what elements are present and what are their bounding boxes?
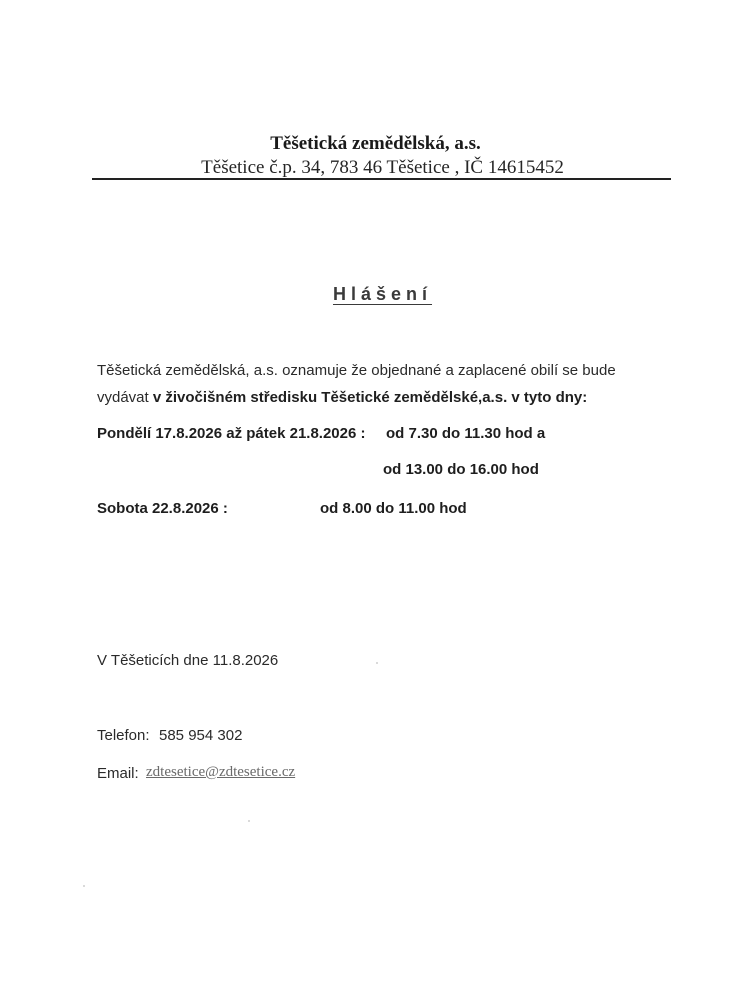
weekday-time-2: od 13.00 do 16.00 hod [383,461,539,478]
document-title-text: Hlášení [332,284,433,304]
intro-line-2-bold: v živočišném středisku Těšetické zemědělské,a.s. v tyto dny: [152,389,588,406]
email-link[interactable]: zdtesetice@zdtesetice.cz [146,764,296,780]
weekday-time-1: od 7.30 do 11.30 hod a [386,425,546,442]
intro-line-1: Těšetická zemědělská, a.s. oznamuje že objednané a zaplacené obilí se bude [97,362,616,379]
saturday-time: od 8.00 do 11.00 hod [320,500,467,517]
document-title [0,284,751,305]
scan-speck [248,820,250,822]
scan-speck [83,885,85,887]
scan-speck [376,662,378,664]
intro-line-2 [97,389,587,406]
phone-label: Telefon: [97,727,150,744]
header-divider [92,178,671,180]
company-address: Těšetice č.p. 34, 783 46 Těšetice , IČ 14615452 [201,157,564,178]
place-and-date: V Těšeticích dne 11.8.2026 [97,652,279,669]
email-label: Email: [97,765,139,782]
company-name: Těšetická zemědělská, a.s. [270,133,481,154]
phone-number: 585 954 302 [159,727,243,744]
saturday-date: Sobota 22.8.2026 : [97,500,228,517]
weekday-range: Pondělí 17.8.2026 až pátek 21.8.2026 : [97,425,366,442]
intro-line-2-plain: vydávat [97,389,153,406]
